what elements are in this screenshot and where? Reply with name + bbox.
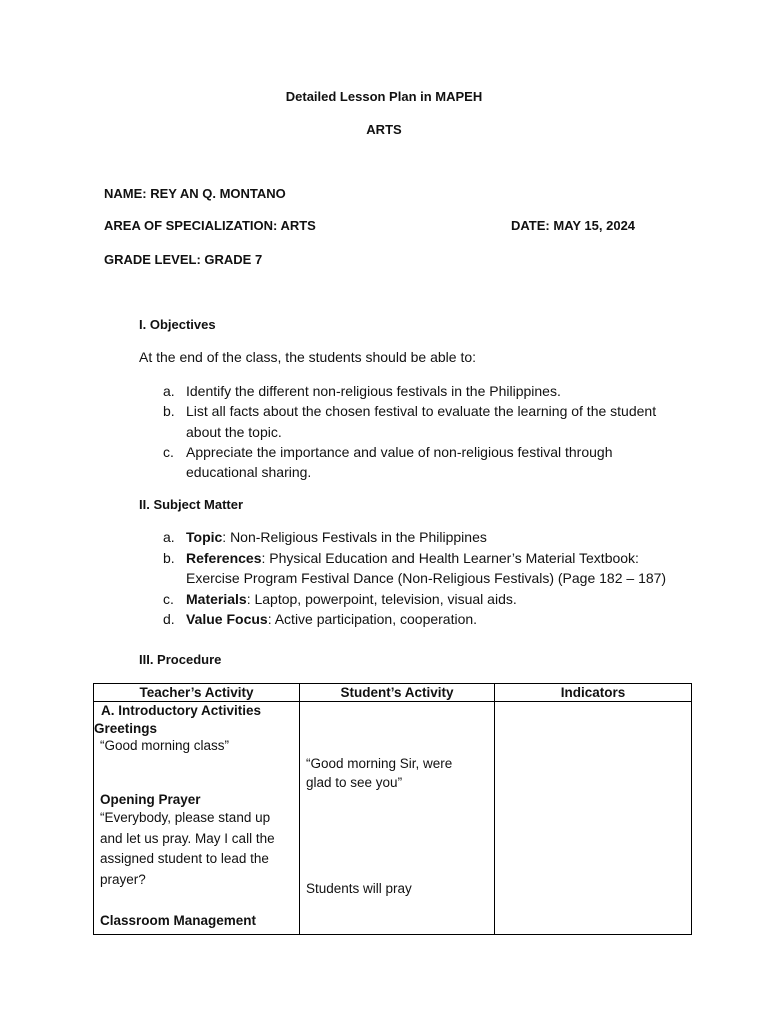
- list-marker: a.: [163, 529, 175, 545]
- list-text: List all facts about the chosen festival to evaluate the learning of the student: [186, 403, 657, 419]
- objectives-heading: I. Objectives: [139, 317, 216, 332]
- list-marker: c.: [163, 591, 174, 607]
- student-activity-cell: [300, 702, 495, 935]
- table-row: [94, 702, 692, 935]
- list-text: educational sharing.: [186, 464, 312, 480]
- objectives-intro: At the end of the class, the students should be able to:: [139, 349, 477, 365]
- list-marker: b.: [163, 403, 175, 419]
- date-field: DATE: MAY 15, 2024: [511, 218, 636, 233]
- teacher-prayer-line: “Everybody, please stand up: [100, 810, 271, 825]
- teacher-activity-cell: [94, 702, 300, 935]
- indicators-cell: [495, 702, 692, 935]
- list-text: Appreciate the importance and value of non-religious festival through: [186, 444, 613, 460]
- procedure-heading: III. Procedure: [139, 652, 222, 667]
- list-marker: b.: [163, 550, 175, 566]
- subject-text: : Laptop, powerpoint, television, visual aids.: [246, 591, 517, 607]
- subject-text: : Physical Education and Health Learner’s Material Textbook:: [261, 550, 639, 566]
- subject-text: Exercise Program Festival Dance (Non-Religious Festivals) (Page 182 – 187): [186, 570, 667, 586]
- subject-label: References: [186, 550, 262, 566]
- procedure-table: [93, 683, 692, 935]
- table-header-row: [94, 684, 692, 702]
- subject-label: Topic: [186, 529, 223, 545]
- teacher-prayer-line: assigned student to lead the: [100, 851, 269, 866]
- greetings-heading: Greetings: [94, 721, 158, 736]
- document-title: Detailed Lesson Plan in MAPEH: [285, 89, 483, 104]
- subject-label: Materials: [186, 591, 247, 607]
- teacher-greeting: “Good morning class”: [100, 738, 230, 753]
- list-marker: c.: [163, 444, 174, 460]
- document-subtitle: ARTS: [366, 122, 402, 137]
- subject-matter-heading: II. Subject Matter: [139, 497, 244, 512]
- student-prayer: Students will pray: [306, 881, 412, 896]
- list-marker: d.: [163, 611, 175, 627]
- subject-text: : Non-Religious Festivals in the Philippines: [222, 529, 487, 545]
- column-header-student: Student’s Activity: [300, 684, 495, 702]
- classroom-management-heading: Classroom Management: [100, 913, 257, 928]
- subject-text: : Active participation, cooperation.: [267, 611, 478, 627]
- list-text: about the topic.: [186, 424, 282, 440]
- opening-prayer-heading: Opening Prayer: [100, 792, 201, 807]
- subject-label: Value Focus: [186, 611, 268, 627]
- teacher-prayer-line: and let us pray. May I call the: [100, 831, 275, 846]
- list-marker: a.: [163, 383, 175, 399]
- column-header-indicators: Indicators: [495, 684, 692, 702]
- student-greeting-line: glad to see you”: [306, 775, 403, 790]
- area-field: AREA OF SPECIALIZATION: ARTS: [104, 218, 316, 233]
- intro-activities-heading: A. Introductory Activities: [101, 703, 262, 718]
- teacher-prayer-line: prayer?: [100, 872, 146, 887]
- grade-field: GRADE LEVEL: GRADE 7: [104, 252, 263, 267]
- column-header-teacher: Teacher’s Activity: [94, 684, 300, 702]
- name-field: NAME: REY AN Q. MONTANO: [104, 186, 286, 201]
- list-text: Identify the different non-religious festivals in the Philippines.: [186, 383, 561, 399]
- student-greeting-line: “Good morning Sir, were: [306, 756, 453, 771]
